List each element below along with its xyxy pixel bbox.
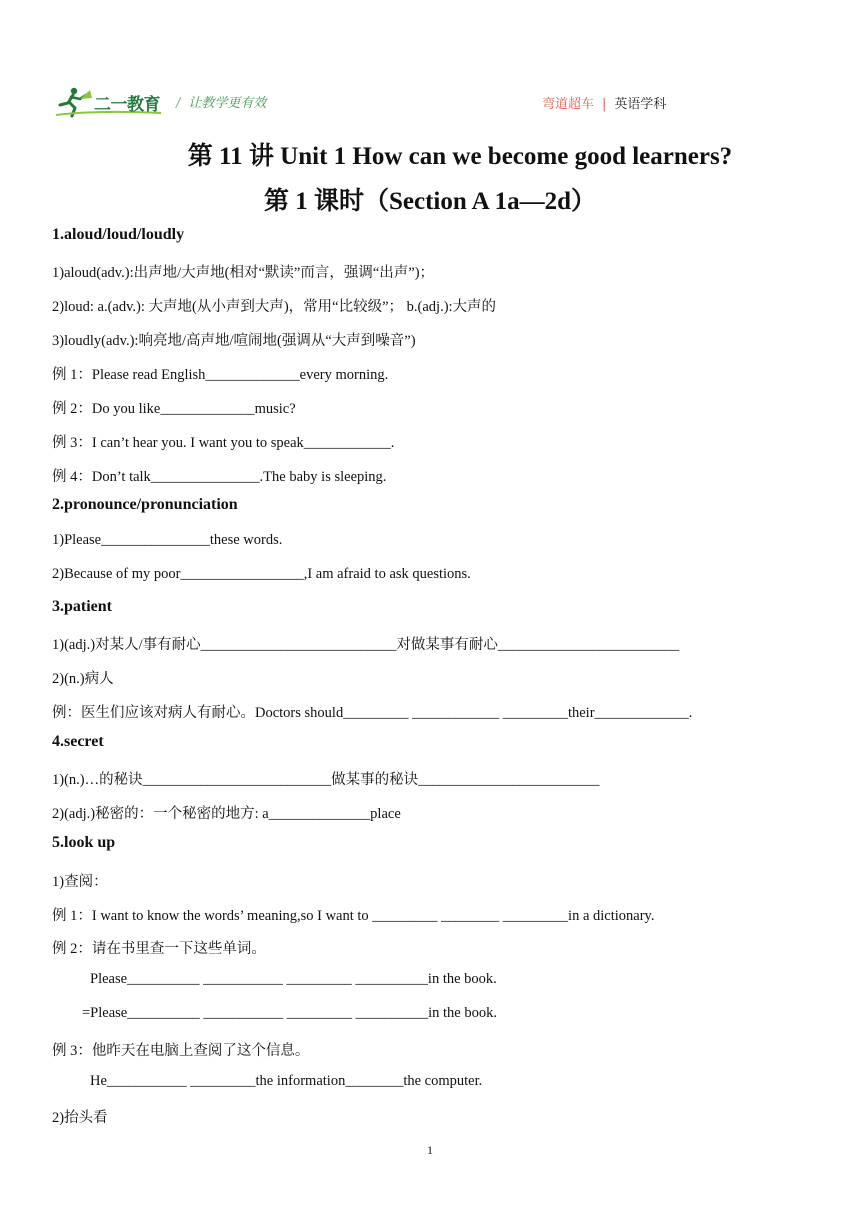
- logo-text: 二一教育: [94, 95, 160, 115]
- text-line: 1)(adj.)对某人/事有耐心___________________________对做某事有耐心_________________________: [52, 637, 680, 653]
- example-line: =Please__________ ___________ _________ __________in the book.: [82, 1005, 497, 1021]
- text-line: 1)(n.)…的秘诀__________________________做某事的秘诀_________________________: [52, 772, 600, 788]
- example-line: 例 1：Please read English_____________every morning.: [52, 367, 389, 383]
- example-line: 例：医生们应该对病人有耐心。Doctors should_________ ____________ _________their_____________.: [52, 705, 693, 721]
- section-heading: 2.pronounce/pronunciation: [52, 496, 238, 513]
- example-line: 例 2：Do you like_____________music?: [52, 401, 296, 417]
- example-line: 例 1：I want to know the words’ meaning,so I want to _________ ________ _________in a dictionary.: [52, 908, 655, 924]
- section-heading: 3.patient: [52, 598, 112, 615]
- section-heading: 1.aloud/loud/loudly: [52, 226, 185, 243]
- text-line: 2)Because of my poor_________________,I am afraid to ask questions.: [52, 566, 471, 582]
- text-line: 2)抬头看: [52, 1110, 108, 1126]
- text-line: 3)loudly(adv.):响亮地/高声地/喧闹地(强调从“大声到噪音”): [52, 333, 416, 349]
- text-line: 1)aloud(adv.):出声地/大声地(相对“默读”而言，强调“出声”)；: [52, 265, 435, 281]
- section-heading: 5.look up: [52, 834, 116, 851]
- example-line: 例 3：I can’t hear you. I want you to speak____________.: [52, 435, 395, 451]
- page-header: [56, 84, 716, 120]
- text-line: 2)(adj.)秘密的：一个秘密的地方: a______________place: [52, 806, 401, 822]
- brand-name: 弯道超车: [542, 97, 595, 112]
- slogan-text: 让教学更有效: [188, 96, 267, 111]
- lesson-subtitle: 第 1 课时（Section A 1a—2d）: [264, 188, 596, 215]
- text-line: 1)Please_______________these words.: [52, 532, 283, 548]
- section-heading: 4.secret: [52, 733, 104, 750]
- example-line: 例 2：请在书里查一下这些单词。: [52, 941, 266, 957]
- brand-label: [542, 93, 666, 112]
- text-line: 2)loud: a.(adv.): 大声地(从小声到大声)，常用“比较级”； b.(adj.):大声的: [52, 299, 497, 315]
- text-line: 1)查阅：: [52, 874, 108, 890]
- slogan: [176, 92, 266, 111]
- brand-separator: |: [602, 97, 607, 112]
- example-line: 例 3：他昨天在电脑上查阅了这个信息。: [52, 1043, 310, 1059]
- text-line: 2)(n.)病人: [52, 671, 114, 687]
- lesson-title: 第 11 讲 Unit 1 How can we become good learners?: [187, 143, 733, 170]
- example-line: Please__________ ___________ _________ __________in the book.: [90, 971, 497, 987]
- slogan-separator: /: [176, 96, 181, 111]
- example-line: He___________ _________the information________the computer.: [90, 1073, 483, 1089]
- page-number: 1: [427, 1143, 433, 1157]
- example-line: 例 4：Don’t talk_______________.The baby is sleeping.: [52, 469, 387, 485]
- subject-label: 英语学科: [614, 97, 667, 112]
